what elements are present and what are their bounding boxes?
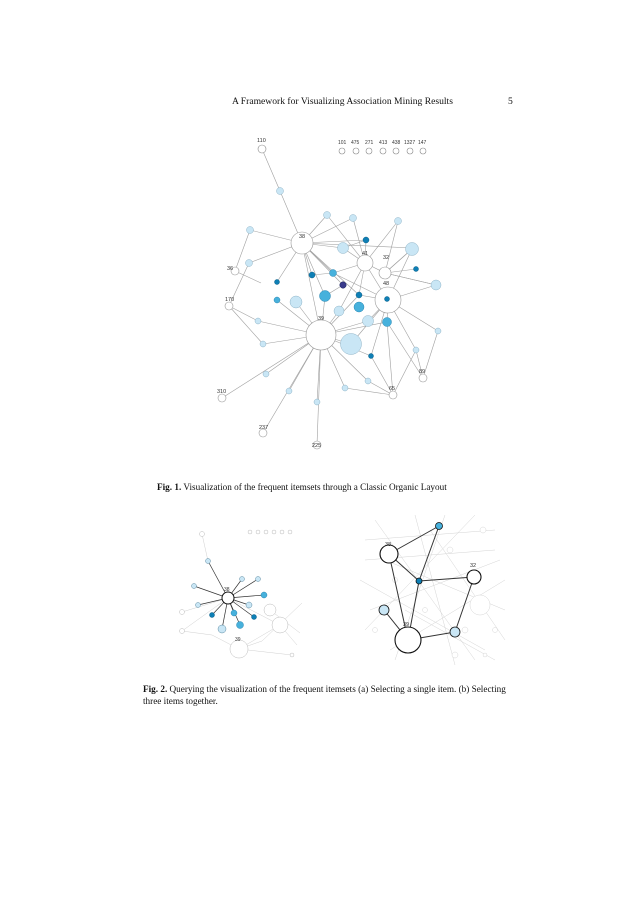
figure-2-caption-text: Querying the visualization of the frequent itemsets (a) Selecting a single item. (b) Selecting three items together. — [143, 684, 506, 706]
node-41 — [357, 255, 373, 271]
figure-1-caption-label: Fig. 1. — [157, 482, 182, 492]
node-110 — [258, 145, 266, 153]
figure-2b-graph — [355, 510, 510, 670]
svg-text:36: 36 — [227, 266, 234, 272]
svg-text:310: 310 — [217, 389, 227, 395]
network-graph-a — [172, 515, 312, 665]
network-graph-b — [355, 510, 510, 670]
faded-edges-b — [360, 515, 505, 665]
figure-2-caption-label: Fig. 2. — [143, 684, 168, 694]
network-graph — [205, 125, 450, 460]
svg-text:48: 48 — [383, 281, 390, 287]
svg-text:271: 271 — [365, 140, 374, 146]
svg-text:170: 170 — [225, 297, 235, 303]
svg-text:38: 38 — [224, 587, 230, 593]
svg-text:147: 147 — [418, 140, 427, 146]
figure-1-caption — [157, 481, 517, 493]
running-head — [0, 96, 638, 110]
highlight-edges-b — [384, 526, 477, 640]
svg-text:438: 438 — [392, 140, 401, 146]
svg-text:110: 110 — [257, 138, 266, 144]
top-row-labels — [338, 140, 427, 146]
svg-text:413: 413 — [379, 140, 388, 146]
svg-text:38: 38 — [385, 542, 392, 548]
svg-text:39: 39 — [235, 637, 241, 643]
svg-text:65: 65 — [389, 386, 396, 392]
node-32 — [379, 267, 391, 279]
top-row-nodes — [339, 148, 426, 154]
node-89 — [419, 374, 427, 382]
node-170 — [225, 302, 233, 310]
svg-text:89: 89 — [419, 369, 426, 375]
svg-text:38: 38 — [299, 234, 306, 240]
node-310 — [218, 394, 226, 402]
svg-text:1327: 1327 — [404, 140, 416, 146]
itemset-node-purple — [340, 282, 346, 288]
figure-2a-graph — [172, 515, 312, 665]
highlight-nodes-b — [379, 523, 481, 654]
node-65 — [389, 391, 397, 399]
figure-1-graph — [205, 125, 450, 460]
svg-text:39: 39 — [403, 622, 410, 628]
svg-text:475: 475 — [351, 140, 360, 146]
node-39 — [306, 320, 336, 350]
figure-1-caption-text: Visualization of the frequent itemsets through a Classic Organic Layout — [183, 482, 447, 492]
faded-edges-a — [182, 534, 302, 655]
svg-text:32: 32 — [470, 563, 477, 569]
graph-nodes — [218, 145, 441, 449]
node-32-selected — [467, 570, 481, 584]
running-title: A Framework for Visualizing Association Mining Results — [232, 96, 453, 107]
itemset-nodes-light — [246, 188, 442, 406]
svg-text:39: 39 — [318, 316, 325, 322]
svg-text:41: 41 — [362, 251, 369, 257]
figure-2-caption — [143, 683, 515, 707]
page-number: 5 — [508, 96, 513, 107]
node-39-selected — [395, 627, 421, 653]
svg-text:237: 237 — [259, 425, 269, 431]
svg-text:32: 32 — [383, 255, 390, 261]
svg-text:225: 225 — [312, 443, 322, 449]
svg-text:101: 101 — [338, 140, 347, 146]
